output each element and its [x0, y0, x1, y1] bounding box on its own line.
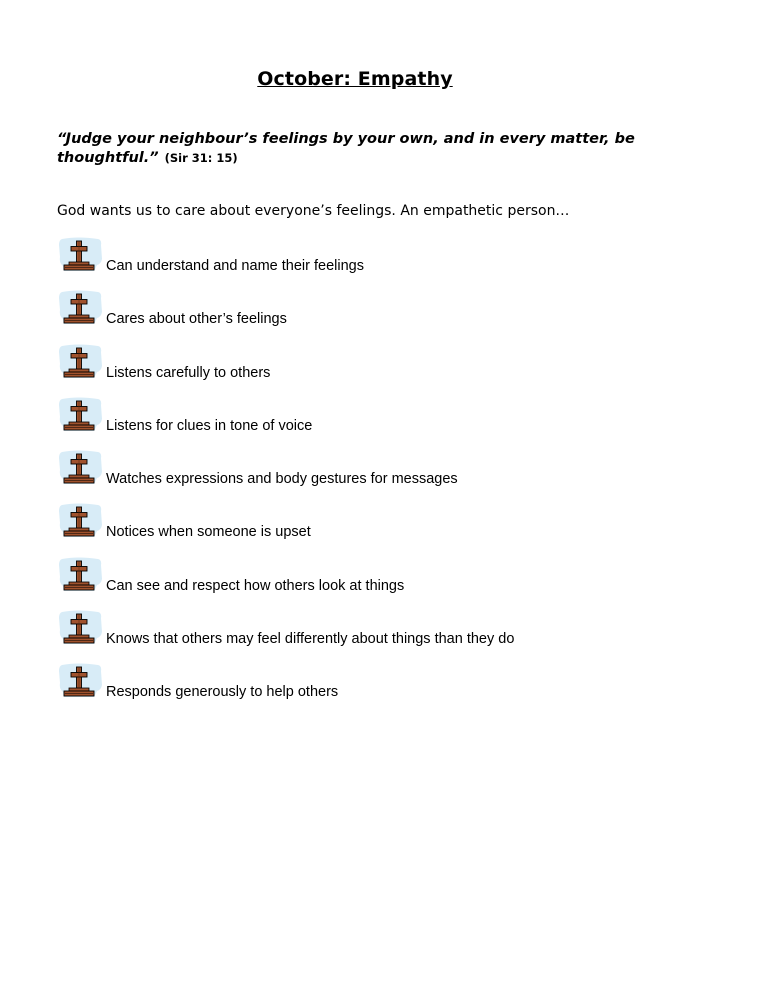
list-item-label: Listens for clues in tone of voice [106, 417, 313, 434]
page-title: October: Empathy [257, 68, 453, 90]
quote-text: “Judge your neighbour’s feelings by your own, and in every matter, be thoughtful.” [57, 131, 635, 166]
intro-text: God wants us to care about everyone’s feelings. An empathetic person… [57, 203, 570, 219]
cross-icon [58, 503, 103, 540]
cross-icon [58, 290, 103, 327]
cross-icon [58, 237, 103, 274]
scripture-quote [57, 130, 677, 168]
cross-icon [58, 610, 103, 647]
quote-citation: (Sir 31: 15) [164, 151, 238, 165]
cross-icon [58, 397, 103, 434]
cross-icon [58, 344, 103, 381]
list-item-label: Watches expressions and body gestures for messages [106, 471, 458, 488]
list-item-label: Knows that others may feel differently about things than they do [106, 631, 515, 648]
list-item-label: Notices when someone is upset [106, 524, 311, 541]
list-item-label: Responds generously to help others [106, 684, 339, 701]
list-item-label: Can understand and name their feelings [106, 258, 364, 274]
list-item-label: Listens carefully to others [106, 364, 271, 381]
cross-icon [58, 663, 103, 700]
list-item-label: Cares about other’s feelings [106, 311, 287, 328]
cross-icon [58, 450, 103, 487]
cross-icon [58, 557, 103, 594]
list-item-label: Can see and respect how others look at things [106, 577, 405, 594]
